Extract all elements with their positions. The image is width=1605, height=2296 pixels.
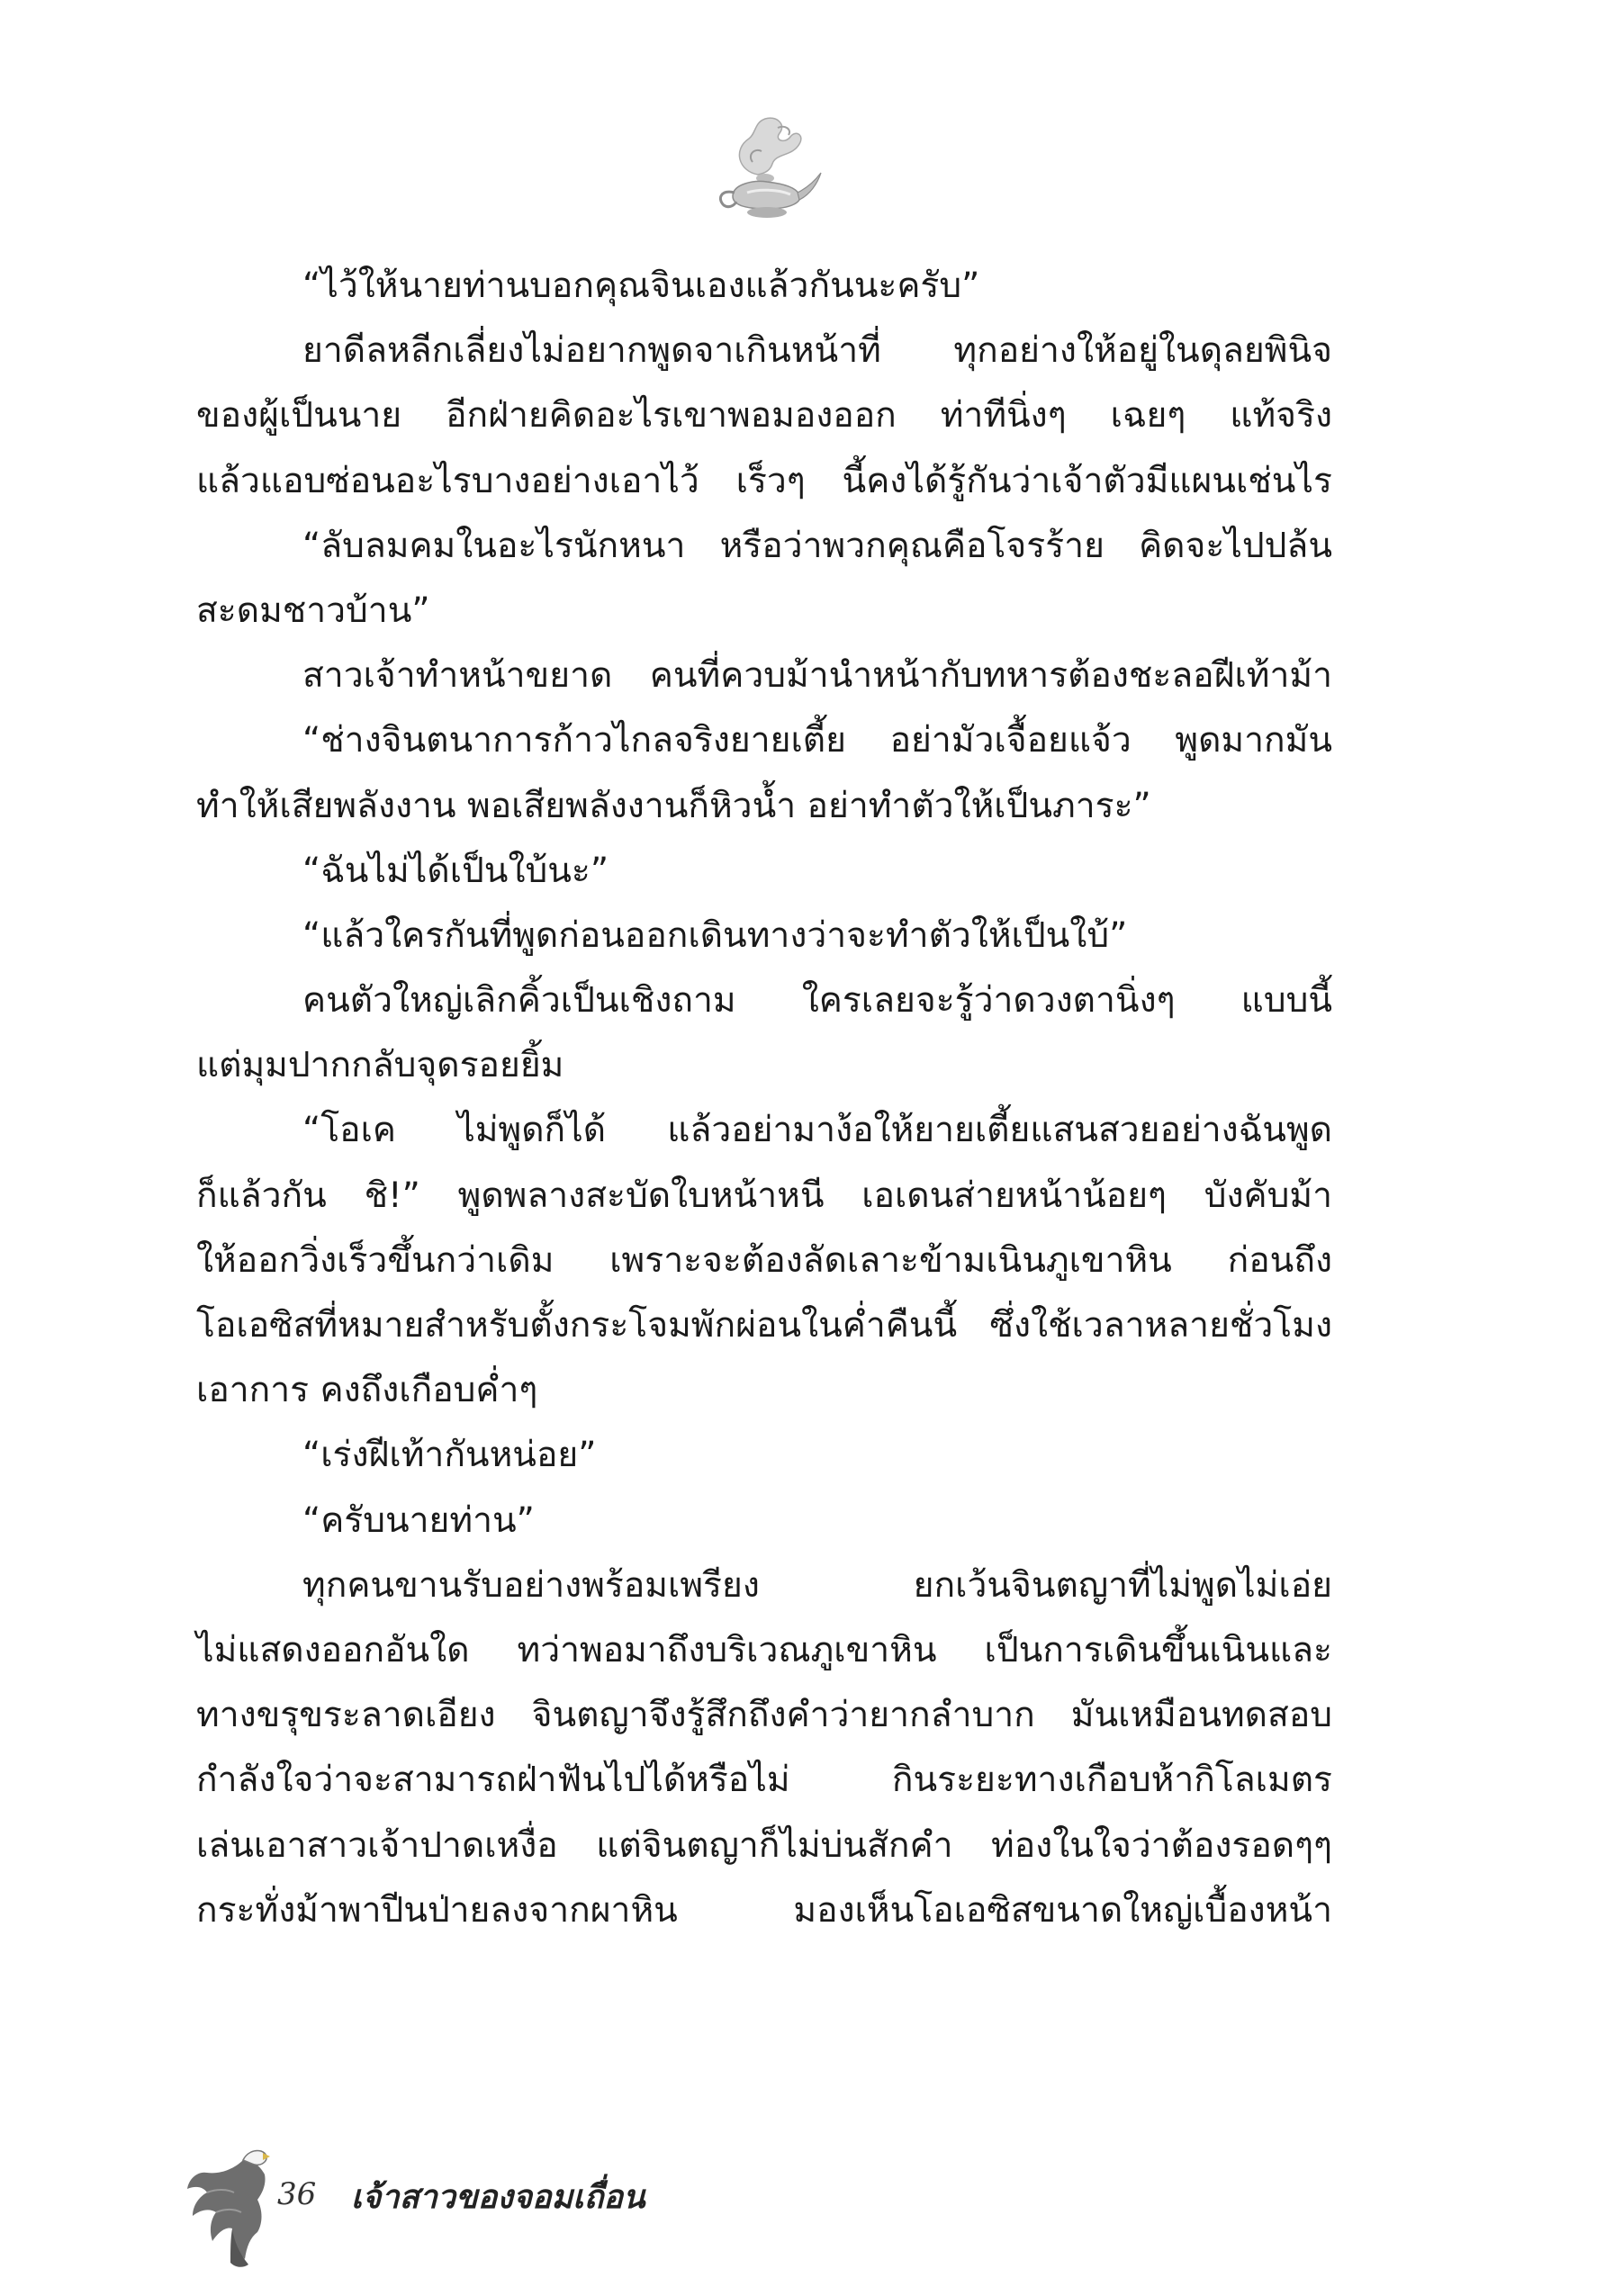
text-line: “ครับนายท่าน” bbox=[302, 1499, 535, 1541]
text-line: “ลับลมคมในอะไรนักหนา หรือว่าพวกคุณคือโจรร้าย คิดจะไปปล้น bbox=[302, 525, 1332, 566]
text-line: สาวเจ้าทำหน้าขยาด คนที่ควบม้านำหน้ากับทหารต้องชะลอฝีเท้าม้า bbox=[302, 655, 1332, 697]
text-line: กำลังใจว่าจะสามารถฝ่าฟันไปได้หรือไม่ กินระยะทางเกือบห้ากิโลเมตร bbox=[196, 1760, 1332, 1801]
text-line: คนตัวใหญ่เลิกคิ้วเป็นเชิงถาม ใครเลยจะรู้ว่าดวงตานิ่งๆ แบบนี้ bbox=[302, 980, 1332, 1022]
text-line: “เร่งฝีเท้ากันหน่อย” bbox=[302, 1435, 597, 1476]
text-line: “ไว้ให้นายท่านบอกคุณจินเองแล้วกันนะครับ” bbox=[302, 266, 980, 306]
text-line: สะดมชาวบ้าน” bbox=[196, 590, 430, 631]
text-line: ทำให้เสียพลังงาน พอเสียพลังงานก็หิวน้ำ อย่าทำตัวให้เป็นภาระ” bbox=[196, 785, 1151, 826]
text-line: แล้วแอบซ่อนอะไรบางอย่างเอาไว้ เร็วๆ นี้คงได้รู้กันว่าเจ้าตัวมีแผนเช่นไร bbox=[196, 460, 1332, 501]
body-text bbox=[196, 254, 1332, 1943]
genie-lamp-icon bbox=[702, 108, 828, 234]
text-line: กระทั่งม้าพาปีนป่ายลงจากผาหิน มองเห็นโอเอซิสขนาดใหญ่เบื้องหน้า bbox=[196, 1889, 1332, 1931]
text-line: เล่นเอาสาวเจ้าปาดเหงื่อ แต่จินตญาก็ไม่บ่นสักคำ ท่องในใจว่าต้องรอดๆๆ bbox=[196, 1824, 1332, 1866]
text-line: ทางขรุขระลาดเอียง จินตญาจึงรู้สึกถึงคำว่ายากลำบาก มันเหมือนทดสอบ bbox=[196, 1695, 1332, 1736]
book-title: เจ้าสาวของจอมเถื่อน bbox=[351, 2179, 645, 2216]
text-line: ทุกคนขานรับอย่างพร้อมเพรียง ยกเว้นจินตญาที่ไม่พูดไม่เอ่ย bbox=[302, 1564, 1332, 1606]
text-line: ให้ออกวิ่งเร็วขึ้นกว่าเดิม เพราะจะต้องลัดเลาะข้ามเนินภูเขาหิน ก่อนถึง bbox=[196, 1239, 1332, 1281]
text-line: “แล้วใครกันที่พูดก่อนออกเดินทางว่าจะทำตัวให้เป็นใบ้” bbox=[302, 914, 1128, 956]
page-footer bbox=[180, 2133, 810, 2277]
text-line: “ฉันไม่ได้เป็นใบ้นะ” bbox=[302, 850, 609, 891]
text-line: “ช่างจินตนาการก้าวไกลจริงยายเตี้ย อย่ามัวเจื้อยแจ้ว พูดมากมัน bbox=[302, 720, 1332, 761]
text-line: ก็แล้วกัน ชิ!” พูดพลางสะบัดใบหน้าหนี เอเดนส่ายหน้าน้อยๆ บังคับม้า bbox=[196, 1175, 1332, 1216]
eagle-icon bbox=[180, 2133, 288, 2277]
text-line: ยาดีลหลีกเลี่ยงไม่อยากพูดจาเกินหน้าที่ ทุกอย่างให้อยู่ในดุลยพินิจ bbox=[302, 330, 1332, 372]
text-line: แต่มุมปากกลับจุดรอยยิ้ม bbox=[196, 1045, 564, 1086]
text-line: ของผู้เป็นนาย อีกฝ่ายคิดอะไรเขาพอมองออก ท่าทีนิ่งๆ เฉยๆ แท้จริง bbox=[196, 395, 1332, 437]
text-line: เอาการ คงถึงเกือบค่ำๆ bbox=[196, 1370, 538, 1411]
text-line: โอเอซิสที่หมายสำหรับตั้งกระโจมพักผ่อนในค่ำคืนนี้ ซึ่งใช้เวลาหลายชั่วโมง bbox=[196, 1305, 1332, 1346]
page-number: 36 bbox=[277, 2176, 317, 2212]
text-line: ไม่แสดงออกอันใด ทว่าพอมาถึงบริเวณภูเขาหิน เป็นการเดินขึ้นเนินและ bbox=[196, 1629, 1332, 1670]
text-line: “โอเค ไม่พูดก็ได้ แล้วอย่ามาง้อให้ยายเตี้ยแสนสวยอย่างฉันพูด bbox=[302, 1110, 1332, 1151]
